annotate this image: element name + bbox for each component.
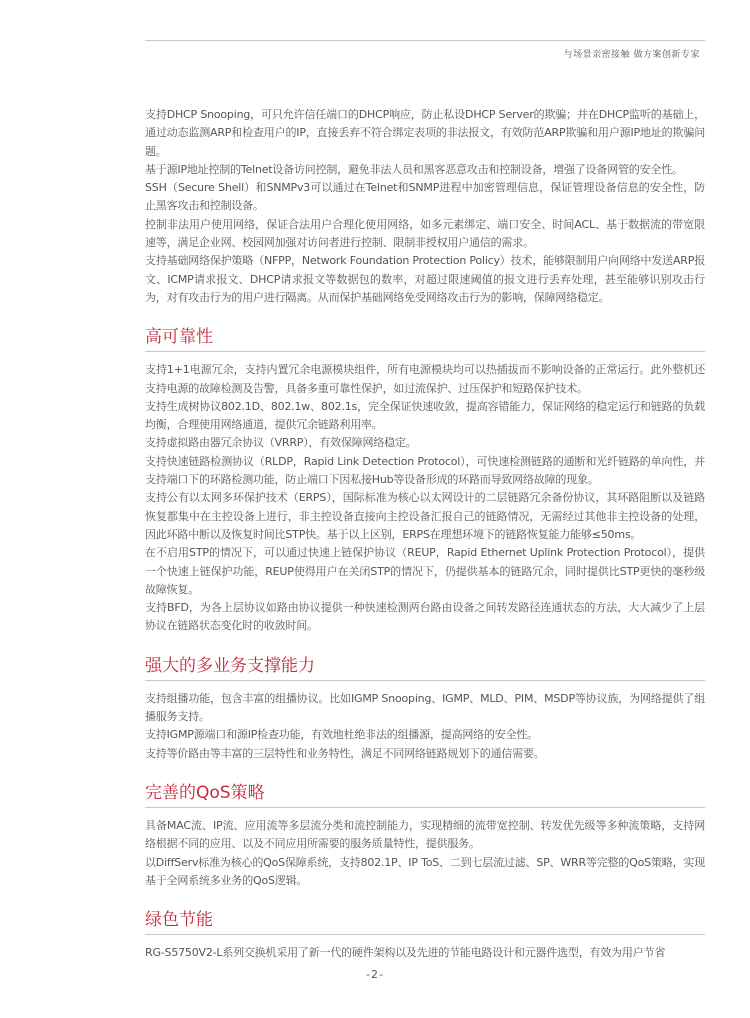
paragraph: 在不启用STP的情况下，可以通过快速上链保护协议（REUP，Rapid Ethernet Uplink Protection Protocol），提供一个快速上链保护功能，REUP使得用户在关闭STP的情况下，仍提供基本的链路冗余，同时提供比STP更快的毫秒级故障恢复。 — [145, 546, 705, 596]
document-body — [145, 106, 705, 962]
section-high-reliability — [145, 327, 705, 635]
paragraph: 支持虚拟路由器冗余协议（VRRP），有效保障网络稳定。 — [145, 436, 417, 450]
section-title: 高可靠性 — [145, 327, 705, 352]
header-slogan: 与场景亲密接触 做方案创新专家 — [563, 50, 700, 60]
header-divider — [145, 40, 705, 41]
paragraph: RG-S5750V2-L系列交换机采用了新一代的硬件架构以及先进的节能电路设计和元器件选型，有效为用户节省 — [145, 946, 666, 960]
security-intro — [145, 106, 705, 307]
paragraph: 支持1+1电源冗余，支持内置冗余电源模块组件，所有电源模块均可以热插拔而不影响设备的正常运行。此外整机还支持电源的故障检测及告警，具备多重可靠性保护，如过流保护、过压保护和短路保护技术。 — [145, 363, 705, 395]
section-title: 完善的QoS策略 — [145, 783, 705, 808]
paragraph: 支持基础网络保护策略（NFPP，Network Foundation Protection Policy）技术，能够限制用户向网络中发送ARP报文、ICMP请求报文、DHCP请求报文等数据包的数率，对超过限速阈值的报文进行丢弃处理，甚至能够识别攻击行为，对有攻击行为的用户进行隔离。从而保护基础网络免受网络攻击行为的影响，保障网络稳定。 — [145, 254, 705, 304]
paragraph: 支持快速链路检测协议（RLDP，Rapid Link Detection Protocol），可快速检测链路的通断和光纤链路的单向性，并支持端口下的环路检测功能，防止端口下因私接Hub等设备形成的环路而导致网络故障的现象。 — [145, 454, 705, 487]
section-title: 强大的多业务支撑能力 — [145, 656, 705, 681]
paragraph: 以DiffServ标准为核心的QoS保障系统，支持802.1P、IP ToS、二到七层流过滤、SP、WRR等完整的QoS策略，实现基于全网系统多业务的QoS逻辑。 — [145, 855, 705, 887]
paragraph: 支持IGMP源端口和源IP检查功能，有效地杜绝非法的组播源，提高网络的安全性。 — [145, 728, 538, 742]
paragraph: 支持DHCP Snooping，可只允许信任端口的DHCP响应，防止私设DHCP Server的欺骗；并在DHCP监听的基础上，通过动态监测ARP和检查用户的IP，直接丢弃不符合绑定表项的非法报文，有效防范ARP欺骗和用户源IP地址的欺骗问题。 — [145, 108, 705, 158]
paragraph: 支持公有以太网多环保护技术（ERPS），国际标准为核心以太网设计的二层链路冗余备份协议，其环路阻断以及链路恢复都集中在主控设备上进行，非主控设备直接向主控设备汇报自己的链路情况，无需经过其他非主控设备的处理，因此环路中断以及恢复时间比STP快。基于以上区别，ERPS在理想环境下的链路恢复能力能够≤50ms。 — [145, 491, 705, 541]
paragraph: 具备MAC流、IP流、应用流等多层流分类和流控制能力，实现精细的流带宽控制、转发优先级等多种流策略，支持网络根据不同的应用、以及不同应用所需要的服务质量特性，提供服务。 — [145, 818, 705, 851]
paragraph: 支持组播功能，包含丰富的组播协议。比如IGMP Snooping、IGMP、MLD、PIM、MSDP等协议族，为网络提供了组播服务支持。 — [145, 691, 705, 724]
page-number: -2- — [366, 968, 384, 981]
paragraph: 支持等价路由等丰富的三层特性和业务特性，满足不同网络链路规划下的通信需要。 — [145, 746, 545, 760]
paragraph: 支持生成树协议802.1D、802.1w、802.1s，完全保证快速收敛，提高容错能力，保证网络的稳定运行和链路的负载均衡，合理使用网络通道，提供冗余链路利用率。 — [145, 399, 705, 432]
paragraph: SSH（Secure Shell）和SNMPv3可以通过在Telnet和SNMP进程中加密管理信息，保证管理设备信息的安全性，防止黑客攻击和控制设备。 — [145, 181, 705, 213]
paragraph: 控制非法用户使用网络，保证合法用户合理化使用网络，如多元素绑定、端口安全、时间ACL、基于数据流的带宽限速等，满足企业网、校园网加强对访问者进行控制、限制非授权用户通信的需求。 — [145, 217, 705, 250]
section-title: 绿色节能 — [145, 910, 705, 935]
section-qos — [145, 783, 705, 890]
section-green-energy — [145, 910, 705, 962]
section-multi-service — [145, 656, 705, 763]
paragraph: 支持BFD，为各上层协议如路由协议提供一种快速检测两台路由设备之间转发路径连通状态的方法，大大减少了上层协议在链路状态变化时的收敛时间。 — [145, 601, 705, 633]
paragraph: 基于源IP地址控制的Telnet设备访问控制，避免非法人员和黑客恶意攻击和控制设备，增强了设备网管的安全性。 — [145, 162, 683, 176]
